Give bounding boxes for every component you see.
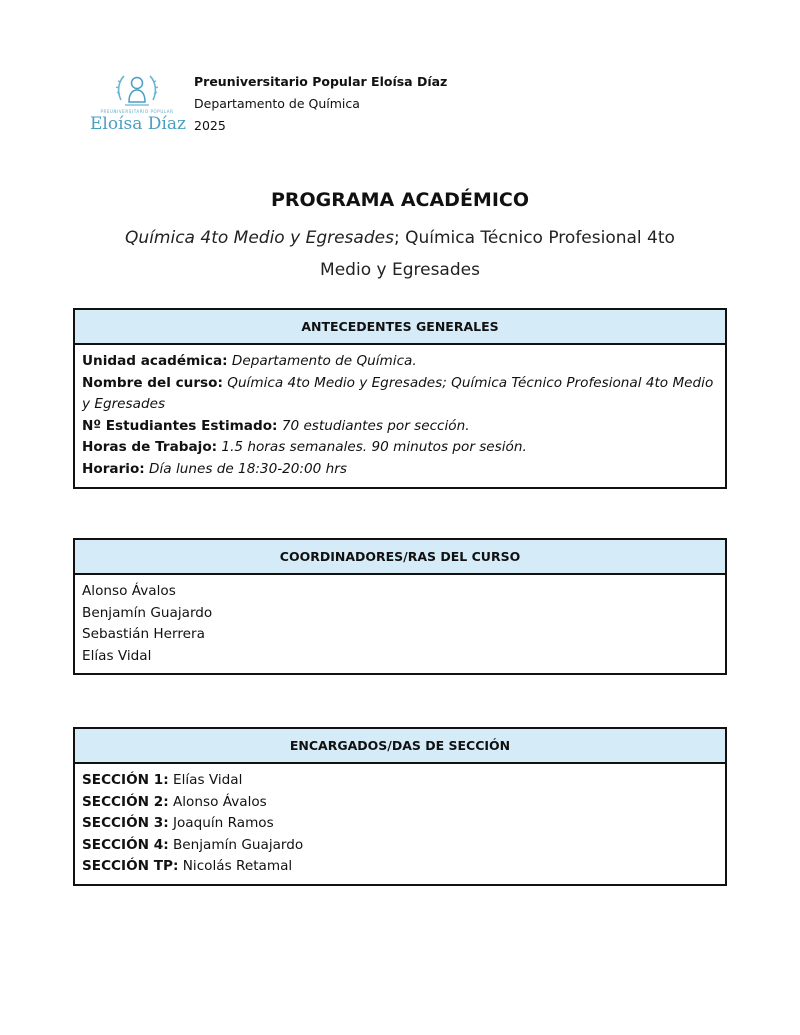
info-value: Química 4to Medio y Egresades; Química Técnico Profesional 4to Medio y Egresades [82, 374, 714, 413]
section-person: Alonso Ávalos [168, 793, 267, 810]
section-label: SECCIÓN 2: [82, 793, 169, 810]
logo-tagline: PREUNIVERSITARIO POPULAR [100, 109, 174, 114]
info-label: Nº Estudiantes Estimado: [82, 417, 278, 434]
coordinadores-heading: COORDINADORES/RAS DEL CURSO [75, 540, 725, 575]
logo [88, 70, 186, 136]
list-item: Benjamín Guajardo [82, 604, 213, 621]
logo-name: Eloísa Díaz [90, 114, 186, 134]
year: 2025 [194, 118, 226, 133]
info-value: Departamento de Química. [227, 353, 417, 369]
list-item: Alonso Ávalos [82, 583, 176, 599]
info-label: Horas de Trabajo: [82, 439, 218, 456]
section-row [82, 813, 718, 835]
info-label: Unidad académica: [82, 353, 228, 369]
antecedentes-table [73, 308, 727, 489]
encargados-body [75, 764, 725, 884]
info-value: Día lunes de 18:30-20:00 hrs [144, 460, 347, 477]
info-label: Horario: [82, 460, 145, 477]
section-row [82, 856, 718, 878]
coordinadores-body [75, 575, 725, 673]
document-header [88, 70, 488, 140]
section-row [82, 770, 718, 792]
info-value: 1.5 horas semanales. 90 minutos por sesión. [217, 439, 527, 456]
section-person: Nicolás Retamal [178, 858, 293, 875]
list-item: Sebastián Herrera [82, 626, 205, 643]
section-label: SECCIÓN 4: [82, 836, 169, 853]
org-name: Preuniversitario Popular Eloísa Díaz [194, 74, 448, 89]
page-subtitle [100, 222, 700, 286]
page-title: PROGRAMA ACADÉMICO [270, 189, 530, 211]
section-row [82, 835, 718, 857]
info-row [82, 459, 718, 481]
antecedentes-heading: ANTECEDENTES GENERALES [75, 310, 725, 345]
info-row [82, 351, 718, 373]
info-value: 70 estudiantes por sección. [277, 417, 470, 434]
section-label: SECCIÓN 3: [82, 815, 169, 832]
section-label: SECCIÓN TP: [82, 858, 179, 875]
antecedentes-body [75, 345, 725, 487]
section-person: Joaquín Ramos [168, 815, 274, 832]
info-row [82, 437, 718, 459]
section-row [82, 792, 718, 814]
info-label: Nombre del curso: [82, 374, 223, 391]
info-row [82, 416, 718, 438]
info-row [82, 373, 718, 416]
header-text [194, 71, 447, 137]
section-label: SECCIÓN 1: [82, 772, 169, 788]
coordinadores-table [73, 538, 727, 675]
department-name: Departamento de Química [194, 96, 360, 111]
section-person: Benjamín Guajardo [168, 836, 304, 853]
encargados-table [73, 727, 727, 886]
subtitle-course-tp: ; Química Técnico Profesional 4to Medio y Egresades [320, 228, 675, 280]
subtitle-course-main: Química 4to Medio y Egresades [125, 228, 394, 248]
encargados-heading: ENCARGADOS/DAS DE SECCIÓN [75, 729, 725, 764]
logo-emblem-icon [115, 72, 159, 110]
section-person: Elías Vidal [168, 772, 243, 788]
list-item: Elías Vidal [82, 647, 152, 664]
